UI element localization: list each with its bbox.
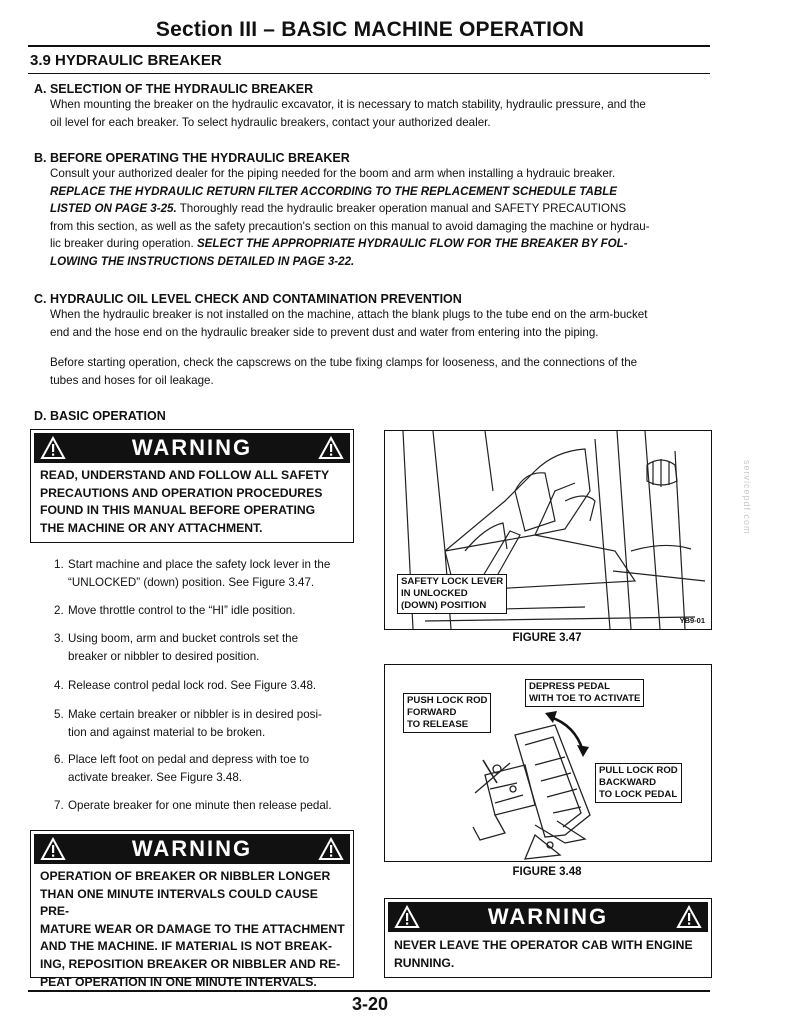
warning-text	[40, 868, 347, 991]
text-line: DEPRESS PEDAL	[529, 681, 611, 692]
text-line: RUNNING.	[394, 955, 455, 970]
text-line: NEVER LEAVE THE OPERATOR CAB WITH ENGINE	[394, 938, 693, 952]
text-line: When mounting the breaker on the hydraulic excavator, it is necessary to match stability, hydraulic pressure, and the	[50, 98, 646, 111]
page-number: 3-20	[351, 994, 389, 1014]
text-line: from this section, as well as the safety precaution's section on this manual to avoid damaging the machine or hydrau-	[50, 219, 650, 233]
warning-box-operator-cab	[384, 898, 712, 978]
step-number: 2.	[54, 604, 64, 617]
watermark: servicepdf.com	[742, 460, 752, 535]
text-line: Using boom, arm and bucket controls set the	[68, 632, 299, 645]
text-line: THAN ONE MINUTE INTERVALS COULD CAUSE PRE-	[40, 886, 318, 919]
figure-3-48	[384, 664, 712, 862]
warning-banner	[34, 834, 350, 864]
text-line: PRECAUTIONS AND OPERATION PROCEDURES	[40, 485, 323, 500]
step-number: 1.	[54, 558, 64, 571]
text-line: PULL LOCK ROD	[599, 765, 678, 776]
text-line: OPERATION OF BREAKER OR NIBBLER LONGER	[40, 869, 331, 883]
section-rule	[28, 73, 710, 74]
callout-depress-pedal	[525, 679, 644, 707]
text-line: “UNLOCKED” (down) position. See Figure 3.47.	[68, 575, 315, 589]
text-line: (DOWN) POSITION	[401, 600, 487, 611]
step-number: 4.	[54, 679, 64, 692]
text-line: Operate breaker for one minute then release pedal.	[68, 799, 332, 812]
text-line: BACKWARD	[599, 777, 657, 788]
text-line: Consult your authorized dealer for the piping needed for the boom and arm when installing a hydrauic breaker.	[50, 167, 616, 180]
warning-title: WARNING	[131, 836, 253, 861]
figure-3-48-caption: FIGURE 3.48	[512, 866, 582, 878]
text-line: Place left foot on pedal and depress with toe to	[68, 753, 310, 766]
step-text	[68, 630, 356, 665]
warning-triangle-icon	[318, 436, 344, 460]
bold-italic-text: SELECT THE APPROPRIATE HYDRAULIC FLOW FOR THE BREAKER BY FOL-	[196, 237, 628, 250]
warning-triangle-icon	[676, 905, 702, 929]
text-line: FORWARD	[407, 707, 457, 718]
bold-italic-text: LOWING THE INSTRUCTIONS DETAILED IN PAGE 3-22.	[50, 254, 355, 268]
text-line: tubes and hoses for oil leakage.	[50, 373, 214, 387]
text-line: MATURE WEAR OR DAMAGE TO THE ATTACHMENT	[40, 921, 345, 936]
warning-banner	[388, 902, 708, 932]
header-rule	[28, 45, 710, 47]
text-line: THE MACHINE OR ANY ATTACHMENT.	[40, 520, 263, 535]
bold-italic-text: LISTED ON PAGE 3-25.	[50, 202, 177, 215]
text-line: When the hydraulic breaker is not installed on the machine, attach the blank plugs to the tube end on the arm-bucket	[50, 308, 648, 321]
text-span: Thoroughly read the hydraulic breaker operation manual and SAFETY PRECAUTIONS	[176, 202, 627, 215]
text-line: TO LOCK PEDAL	[599, 789, 678, 800]
text-span: lic breaker during operation.	[50, 237, 197, 250]
section-heading: 3.9 HYDRAULIC BREAKER	[30, 52, 222, 69]
subsection-a-paragraph	[50, 96, 712, 131]
text-line	[50, 200, 712, 218]
callout-pull-lock-rod	[595, 763, 682, 803]
subsection-d-heading: D. BASIC OPERATION	[34, 409, 166, 423]
step-text	[68, 556, 356, 591]
warning-text	[40, 467, 347, 537]
step-text	[68, 602, 356, 620]
subsection-a-heading: A. SELECTION OF THE HYDRAULIC BREAKER	[34, 82, 314, 96]
text-line: end and the hose end on the hydraulic breaker side to prevent dust and water from entering into the piping.	[50, 325, 599, 339]
page-header-title: Section III – BASIC MACHINE OPERATION	[155, 18, 585, 41]
warning-box-interval	[30, 830, 354, 989]
figure-3-47-caption: FIGURE 3.47	[512, 632, 582, 644]
warning-triangle-icon	[318, 837, 344, 861]
text-line: Before starting operation, check the capscrews on the tube fixing clamps for looseness, and the connections of the	[50, 356, 638, 369]
text-line: AND THE MACHINE. IF MATERIAL IS NOT BREAK-	[40, 939, 333, 954]
subsection-c-paragraph-2	[50, 354, 712, 389]
step-text	[68, 751, 356, 786]
warning-banner	[34, 433, 350, 463]
text-line: tion and against material to be broken.	[68, 725, 266, 739]
warning-text	[394, 937, 705, 972]
footer-rule	[28, 990, 710, 992]
subsection-b-heading: B. BEFORE OPERATING THE HYDRAULIC BREAKER	[34, 151, 350, 165]
warning-title: WARNING	[131, 435, 253, 460]
figure-code: YB9-01	[679, 616, 705, 625]
subsection-b-paragraph	[50, 165, 712, 270]
text-line: ING, REPOSITION BREAKER OR NIBBLER AND RE-	[40, 956, 341, 971]
text-line	[50, 253, 712, 271]
text-line: SAFETY LOCK LEVER	[401, 576, 504, 587]
bold-italic-text: REPLACE THE HYDRAULIC RETURN FILTER ACCORDING TO THE REPLACEMENT SCHEDULE TABLE	[50, 184, 618, 198]
text-line: activate breaker. See Figure 3.48.	[68, 770, 243, 784]
callout-safety-lock-lever	[397, 574, 507, 614]
text-line: PEAT OPERATION IN ONE MINUTE INTERVALS.	[40, 974, 317, 989]
text-line: TO RELEASE	[407, 719, 469, 730]
step-number: 5.	[54, 708, 64, 721]
text-line: READ, UNDERSTAND AND FOLLOW ALL SAFETY	[40, 468, 330, 482]
text-line	[50, 235, 712, 253]
step-number: 6.	[54, 753, 64, 766]
text-line: breaker or nibbler to desired position.	[68, 649, 260, 663]
step-number: 3.	[54, 632, 64, 645]
text-line: Move throttle control to the “HI” idle position.	[68, 604, 296, 617]
text-line: Start machine and place the safety lock lever in the	[68, 558, 331, 571]
text-line: FOUND IN THIS MANUAL BEFORE OPERATING	[40, 503, 316, 518]
step-number: 7.	[54, 799, 64, 812]
subsection-c-heading: C. HYDRAULIC OIL LEVEL CHECK AND CONTAMINATION PREVENTION	[34, 292, 462, 306]
step-text	[68, 797, 356, 815]
step-text	[68, 677, 356, 695]
figure-3-47	[384, 430, 712, 630]
text-line: WITH TOE TO ACTIVATE	[529, 693, 641, 704]
callout-push-lock-rod	[403, 693, 491, 733]
text-line: Release control pedal lock rod. See Figure 3.48.	[68, 679, 317, 692]
subsection-c-paragraph-1	[50, 306, 712, 341]
step-text	[68, 706, 356, 741]
text-line: oil level for each breaker. To select hydraulic breakers, contact your authorized dealer.	[50, 115, 491, 129]
text-line: Make certain breaker or nibbler is in desired posi-	[68, 708, 322, 721]
warning-box-safety	[30, 429, 354, 543]
warning-title: WARNING	[487, 904, 609, 929]
text-line: PUSH LOCK ROD	[407, 695, 488, 706]
text-line	[50, 183, 712, 201]
text-line: IN UNLOCKED	[401, 588, 468, 599]
